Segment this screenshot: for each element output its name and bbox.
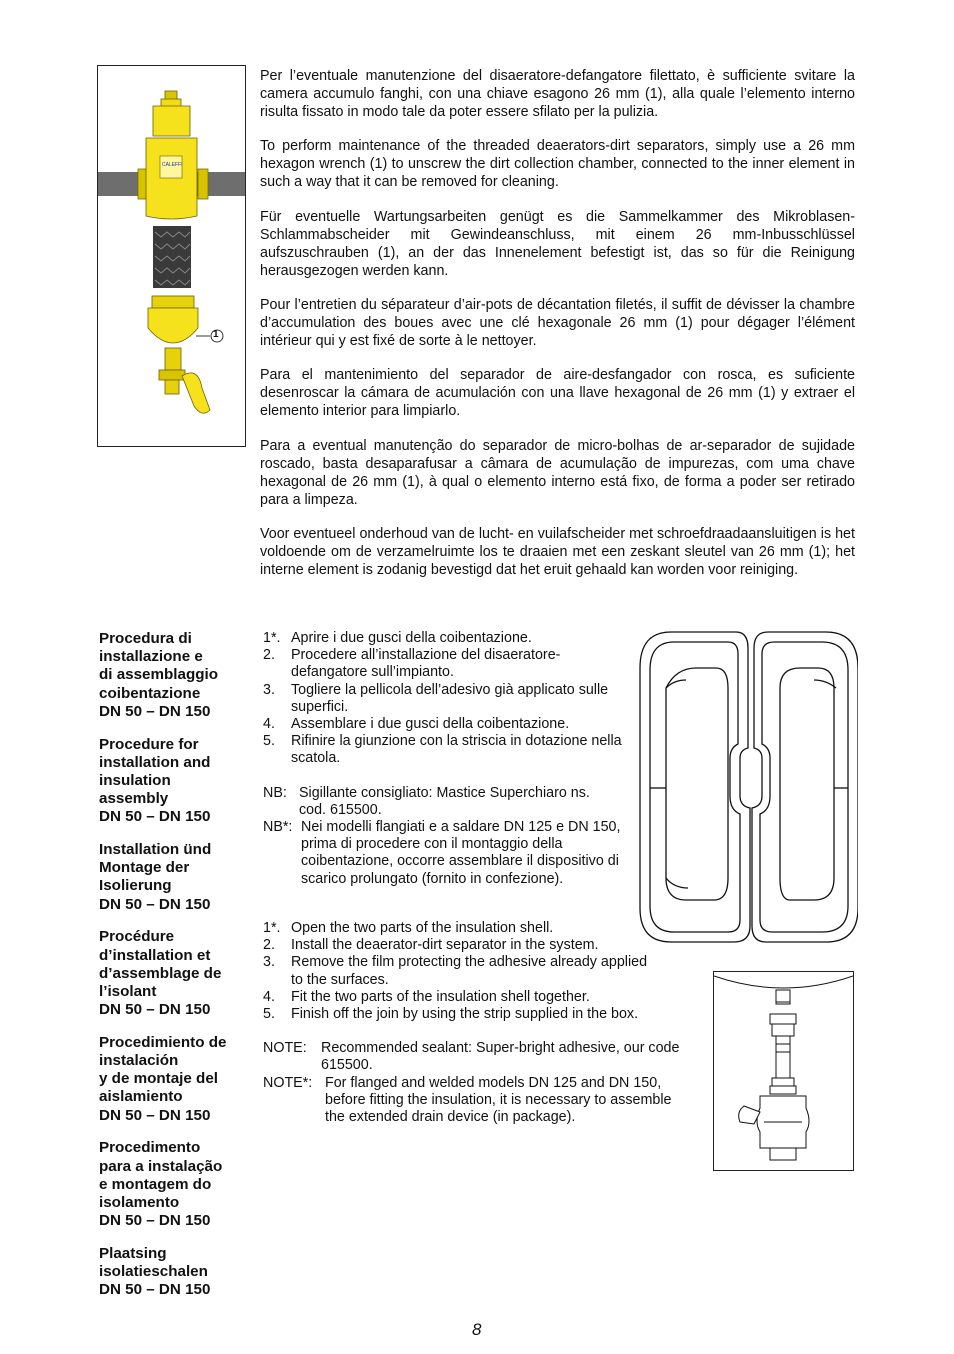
- separator-figure: [97, 65, 246, 447]
- step-item: 1*. Open the two parts of the insulation shell.: [263, 920, 554, 936]
- step-item: 5. Finish off the join by using the strip supplied in the box.: [263, 1006, 639, 1023]
- section-heading-nl: Plaatsing isolatieschalen DN 50 – DN 150: [99, 1244, 211, 1299]
- step-item: 4. Assemblare i due gusci della coibentazione.: [263, 716, 570, 733]
- section-heading-pt: Procedimento para a instalação e montagem do isolamento DN 50 – DN 150: [99, 1139, 223, 1230]
- section-heading-de: Installation ünd Montage der Isolierung DN 50 – DN 150: [99, 841, 212, 913]
- note-item: NOTE*: For flanged and welded models DN 125 and DN 150, before fitting the insulation, it is necessary to assemble the extended drain device (in package).: [263, 1074, 672, 1126]
- heading-column: [99, 630, 254, 1314]
- drain-device-figure: [713, 971, 854, 1171]
- page-number: 8: [472, 1320, 482, 1339]
- step-item: 2. Install the deaerator-dirt separator in the system.: [263, 937, 599, 954]
- step-item: 2. Procedere all’installazione del disaeratore-defangatore sull’impianto.: [263, 647, 561, 681]
- note-item: NOTE: Recommended sealant: Super-bright adhesive, our code 615500.: [263, 1040, 680, 1074]
- maintenance-paragraph-es: Para el mantenimiento del separador de aire-desfangador con rosca, es suficiente desenroscar la cámara de acumulación con una llave hexagonal de 26 mm (1) y extraer el elemento interior para limpiarlo.: [260, 367, 855, 419]
- maintenance-paragraph-pt: Para a eventual manutenção do separador de micro-bolhas de ar-separador de sujidade roscado, basta desaparafusar a câmara de acumulação de impurezas, com uma chave hexagonal de 26 mm (1), à qual o elemento interno está fixo, de forma a poder ser retirado para a limpeza.: [260, 438, 855, 508]
- step-item: 3. Remove the film protecting the adhesive already applied to the surfaces.: [263, 954, 648, 988]
- note-item: NB: Sigillante consigliato: Mastice Superchiaro ns. cod. 615500.: [263, 784, 590, 818]
- steps-en: [263, 920, 693, 1126]
- steps-it: [263, 630, 628, 888]
- insulation-shells-illustration: [636, 628, 858, 948]
- maintenance-paragraph-fr: Pour l’entretien du séparateur d’air-pots de décantation filetés, il suffit de dévisser la chambre d’accumulation des boues avec une clé hexagonale 26 mm (1) pour dégager l’élément intérieur qui y est fixé de sorte à le nettoyer.: [260, 297, 855, 349]
- maintenance-paragraph-it: Per l’eventuale manutenzione del disaeratore-defangatore filettato, è sufficiente svitare la camera accumulo fanghi, con una chiave esagono 26 mm (1), alla quale l’elemento interno risulta fissato in modo tale da poter essere sfilato per la pulizia.: [260, 68, 855, 120]
- section-heading-fr: Procédure d’installation et d’assemblage de l’isolant DN 50 – DN 150: [99, 928, 222, 1019]
- separator-illustration: [98, 66, 245, 446]
- step-item: 5. Rifinire la giunzione con la striscia in dotazione nella scatola.: [263, 733, 622, 767]
- note-item: NB*: Nei modelli flangiati e a saldare DN 125 e DN 150, prima di procedere con il montaggio della coibentazione, occorre assemblare il dispositivo di scarico prolungato (fornito in confezione).: [263, 819, 621, 887]
- callout-label: 1: [213, 329, 219, 340]
- step-item: 3. Togliere la pellicola dell’adesivo già applicato sulle superfici.: [263, 681, 609, 715]
- section-heading-es: Procedimiento de instalación y de montaje del aislamiento DN 50 – DN 150: [99, 1033, 227, 1124]
- maintenance-paragraph-de: Für eventuelle Wartungsarbeiten genügt es die Sammelkammer des Mikroblasen-Schlammabscheider mit Gewindeanschluss, mit einem 26 mm-Inbusschlüssel aufszuschrauben (1), an der das Innenelement befestigt ist, das so für die Reinigung herausgezogen werden kann.: [260, 209, 855, 279]
- step-item: 1*. Aprire i due gusci della coibentazione.: [263, 630, 532, 646]
- maintenance-paragraph-nl: Voor eventueel onderhoud van de lucht- en vuilafscheider met schroefdraadaansluitigen is het voldoende om de verzamelruimte los te draaien met een zeskant sleutel van 26 mm (1); het interne element is zodanig bevestigd dat het eruit gehaald kan worden voor reiniging.: [260, 526, 855, 578]
- drain-device-illustration: [714, 972, 853, 1170]
- maintenance-paragraph-en: To perform maintenance of the threaded deaerators-dirt separators, simply use a 26 mm hexagon wrench (1) to unscrew the dirt collection chamber, connected to the inner element in such a way that it can be removed for cleaning.: [260, 138, 855, 190]
- section-heading-it: Procedura di installazione e di assemblaggio coibentazione DN 50 – DN 150: [99, 630, 219, 720]
- svg-text:CALEFFI: CALEFFI: [162, 162, 183, 168]
- section-heading-en: Procedure for installation and insulation assembly DN 50 – DN 150: [99, 735, 211, 826]
- step-item: 4. Fit the two parts of the insulation shell together.: [263, 988, 590, 1005]
